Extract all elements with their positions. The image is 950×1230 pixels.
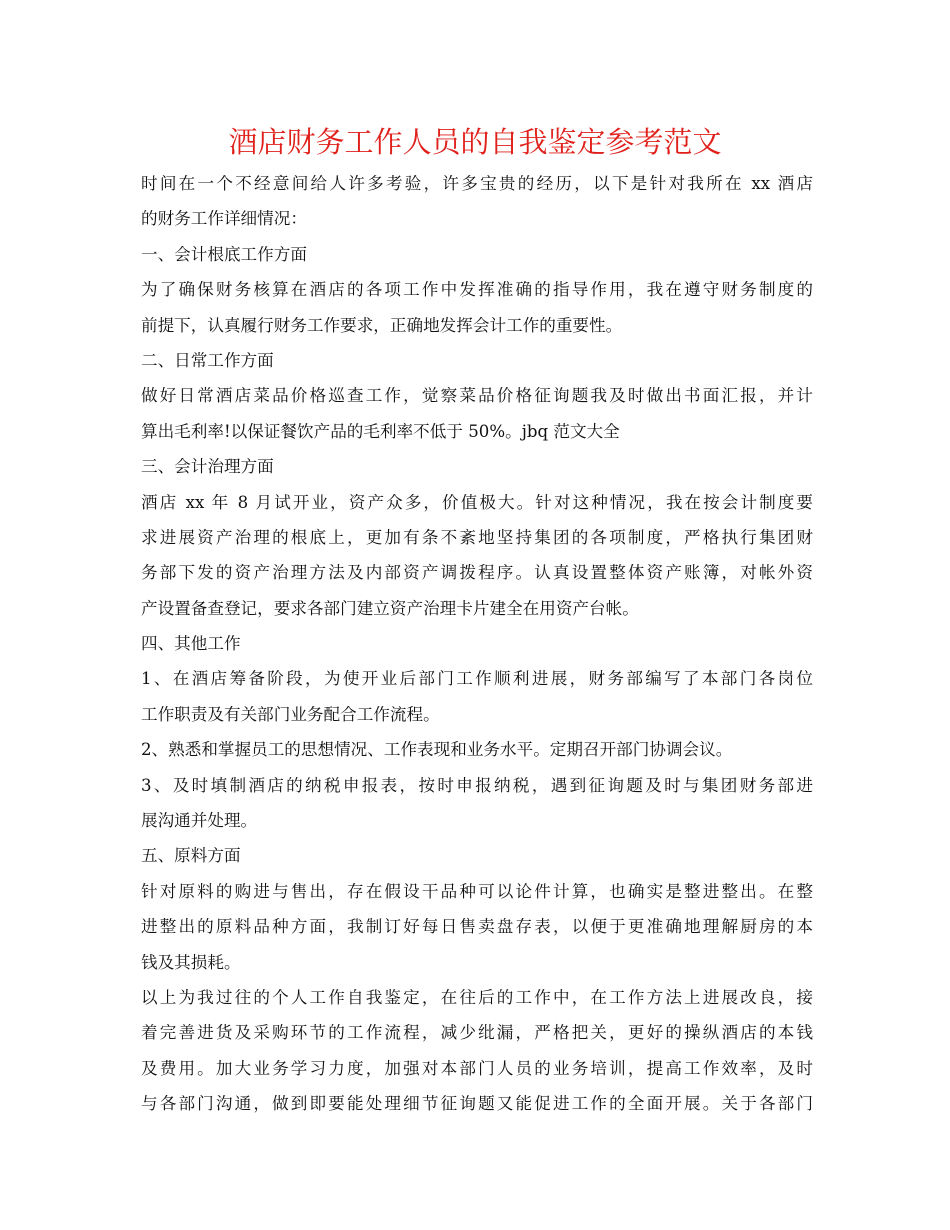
text-line: 工作职责及有关部门业务配合工作流程。	[141, 704, 440, 724]
text-line: 二、日常工作方面	[141, 350, 274, 370]
text-line: 前提下，认真履行财务工作要求，正确地发挥会计工作的重要性。	[141, 315, 623, 335]
document-body	[141, 166, 813, 1122]
text-line: 算出毛利率!以保证餐饮产品的毛利率不低于 50%。jbq 范文大全	[141, 421, 620, 441]
text-line: 产设置备查登记，要求各部门建立资产治理卡片建全在用资产台帐。	[141, 598, 639, 618]
text-line: 求进展资产治理的根底上，更加有条不紊地坚持集团的各项制度，严格执行集团财	[141, 527, 813, 547]
text-line: 针对原料的购进与售出，存在假设干品种可以论件计算，也确实是整进整出。在整	[141, 881, 813, 901]
text-line: 为了确保财务核算在酒店的各项工作中发挥准确的指导作用，我在遵守财务制度的	[141, 280, 813, 300]
text-line: 3、及时填制酒店的纳税申报表，按时申报纳税，遇到征询题及时与集团财务部进	[141, 775, 813, 795]
text-line: 着完善进货及采购环节的工作流程，减少纰漏，严格把关，更好的操纵酒店的本钱	[141, 1023, 813, 1043]
text-line: 进整出的原料品种方面，我制订好每日售卖盘存表，以便于更准确地理解厨房的本	[141, 917, 813, 937]
text-line: 一、会计根底工作方面	[141, 244, 307, 264]
text-line: 酒店 xx 年 8 月试开业，资产众多，价值极大。针对这种情况，我在按会计制度要	[141, 492, 813, 512]
text-line: 钱及其损耗。	[141, 952, 241, 972]
text-line: 四、其他工作	[141, 634, 241, 654]
text-line: 三、会计治理方面	[141, 457, 274, 477]
document-title: 酒店财务工作人员的自我鉴定参考范文	[228, 125, 722, 159]
text-line: 务部下发的资产治理方法及内部资产调拨程序。认真设置整体资产账簿，对帐外资	[141, 563, 813, 583]
text-line: 时间在一个不经意间给人许多考验，许多宝贵的经历，以下是针对我所在 xx 酒店	[141, 174, 813, 193]
text-line: 与各部门沟通，做到即要能处理细节征询题又能促进工作的全面开展。关于各部门	[141, 1094, 813, 1114]
text-line: 以上为我过往的个人工作自我鉴定，在往后的工作中，在工作方法上进展改良，接	[141, 987, 813, 1007]
text-line: 五、原料方面	[141, 846, 241, 866]
text-line: 的财务工作详细情况：	[141, 209, 307, 229]
text-line: 及费用。加大业务学习力度，加强对本部门人员的业务培训，提高工作效率，及时	[141, 1058, 813, 1078]
text-line: 2、熟悉和掌握员工的思想情况、工作表现和业务水平。定期召开部门协调会议。	[141, 740, 733, 760]
text-line: 1、在酒店筹备阶段，为使开业后部门工作顺利进展，财务部编写了本部门各岗位	[141, 669, 813, 689]
text-line: 做好日常酒店菜品价格巡查工作，觉察菜品价格征询题我及时做出书面汇报，并计	[141, 386, 813, 406]
text-line: 展沟通并处理。	[141, 811, 258, 831]
